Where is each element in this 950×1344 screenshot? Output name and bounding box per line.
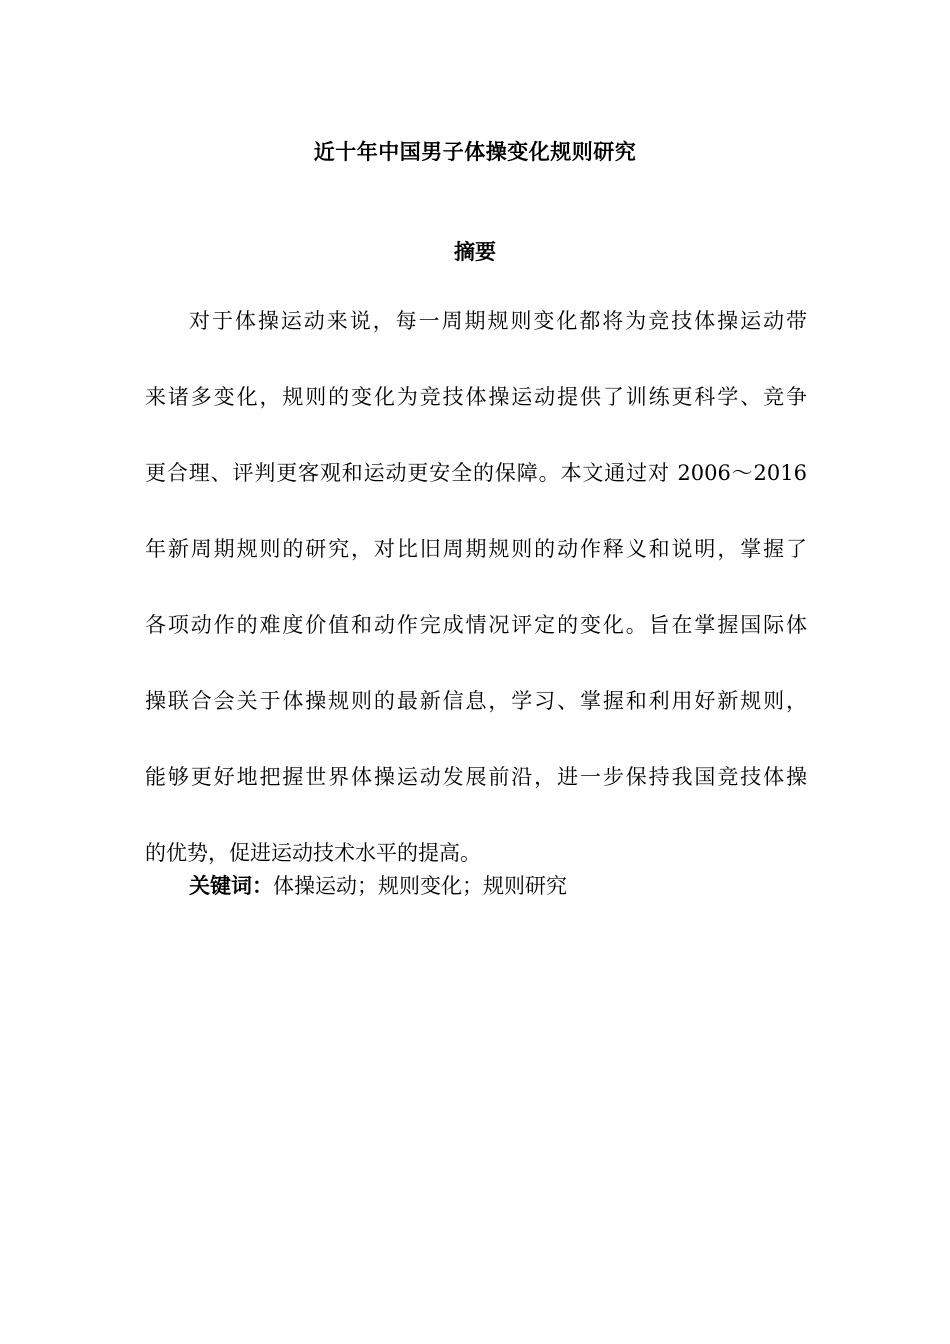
- abstract-line: 的优势，促进运动技术水平的提高。: [145, 841, 481, 865]
- keywords-value: 体操运动；规则变化；规则研究: [273, 874, 567, 898]
- document-title: 近十年中国男子体操变化规则研究: [313, 139, 637, 164]
- keywords-label: 关键词：: [189, 873, 273, 898]
- abstract-line: 来诸多变化，规则的变化为竞技体操运动提供了训练更科学、竞争: [145, 385, 807, 409]
- abstract-heading: 摘要: [454, 239, 496, 264]
- abstract-line: 各项动作的难度价值和动作完成情况评定的变化。旨在掌握国际体: [145, 613, 807, 637]
- abstract-line: 年新周期规则的研究，对比旧周期规则的动作释义和说明，掌握了: [145, 537, 807, 561]
- abstract-line: 能够更好地把握世界体操运动发展前沿，进一步保持我国竞技体操: [145, 765, 807, 789]
- abstract-line: 更合理、评判更客观和运动更安全的保障。本文通过对 2006～2016: [145, 461, 807, 485]
- abstract-line: 操联合会关于体操规则的最新信息，学习、掌握和利用好新规则，: [145, 689, 807, 713]
- abstract-line: 对于体操运动来说，每一周期规则变化都将为竞技体操运动带: [189, 309, 807, 333]
- abstract-body: [145, 283, 807, 891]
- keywords-row: [189, 870, 567, 900]
